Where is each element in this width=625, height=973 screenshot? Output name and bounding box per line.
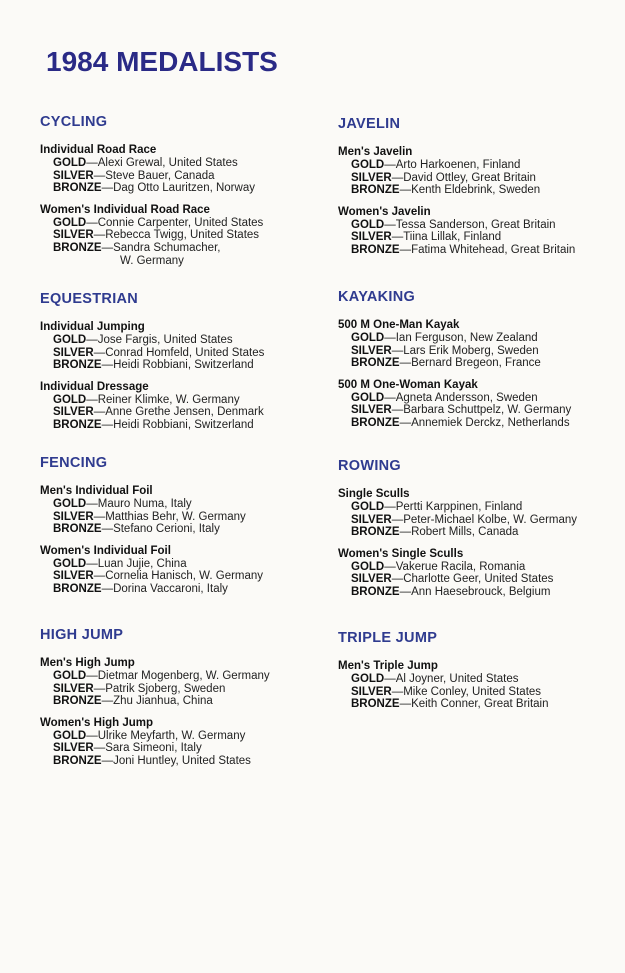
medal-label: BRONZE bbox=[351, 698, 400, 711]
medal-label: GOLD bbox=[351, 673, 385, 685]
medal-winner: Fatima Whitehead, Great Britain bbox=[411, 243, 576, 256]
medal-row bbox=[338, 345, 623, 358]
medal-label: SILVER bbox=[351, 231, 392, 244]
event-name: Men's Triple Jump bbox=[338, 660, 438, 672]
medal-label: GOLD bbox=[53, 498, 87, 510]
medal-label: SILVER bbox=[351, 404, 392, 417]
medal-row bbox=[338, 586, 623, 599]
em-dash: — bbox=[86, 157, 98, 169]
medal-winner-continuation: W. Germany bbox=[120, 254, 184, 267]
medal-winner: Alexi Grewal, United States bbox=[97, 157, 238, 169]
medal-row bbox=[40, 217, 320, 230]
medal-row bbox=[40, 523, 320, 536]
medal-winner: Rebecca Twigg, United States bbox=[105, 229, 260, 242]
medal-label: SILVER bbox=[351, 685, 392, 698]
medal-row bbox=[40, 558, 320, 571]
medal-label: GOLD bbox=[351, 332, 385, 344]
medal-winner: Pertti Karppinen, Finland bbox=[395, 501, 523, 513]
em-dash: — bbox=[101, 754, 114, 767]
em-dash: — bbox=[384, 391, 396, 404]
medal-row bbox=[338, 231, 623, 244]
event-name: 500 M One-Man Kayak bbox=[338, 319, 460, 331]
medal-label: SILVER bbox=[351, 573, 392, 586]
medal-label: BRONZE bbox=[53, 241, 102, 254]
medal-row bbox=[40, 334, 320, 347]
medal-row bbox=[40, 347, 320, 360]
medal-winner: Dag Otto Lauritzen, Norway bbox=[113, 182, 255, 195]
em-dash: — bbox=[399, 585, 412, 598]
section-equestrian bbox=[40, 291, 320, 441]
medal-label: BRONZE bbox=[53, 359, 102, 372]
medal-winner: Reiner Klimke, W. Germany bbox=[97, 393, 240, 406]
medal-row bbox=[338, 673, 623, 686]
medal-row bbox=[40, 406, 320, 419]
event-block bbox=[338, 379, 623, 430]
medal-label: SILVER bbox=[53, 742, 94, 755]
em-dash: — bbox=[384, 673, 396, 685]
medal-row bbox=[40, 695, 320, 708]
medal-label: GOLD bbox=[53, 729, 87, 742]
medal-label: GOLD bbox=[351, 391, 385, 404]
em-dash: — bbox=[93, 229, 106, 242]
medal-winner: Vakerue Racila, Romania bbox=[395, 560, 526, 573]
medal-label: BRONZE bbox=[351, 243, 400, 256]
medal-row bbox=[40, 157, 320, 170]
em-dash: — bbox=[391, 685, 404, 698]
medal-label: SILVER bbox=[351, 344, 392, 357]
medal-label: GOLD bbox=[351, 560, 385, 573]
medal-label: SILVER bbox=[53, 570, 94, 583]
section-title: CYCLING bbox=[40, 114, 108, 130]
section-title: JAVELIN bbox=[338, 116, 401, 132]
em-dash: — bbox=[391, 231, 404, 244]
medal-winner: Jose Fargis, United States bbox=[97, 334, 233, 346]
medal-winner: Agneta Andersson, Sweden bbox=[395, 391, 538, 404]
medal-label: GOLD bbox=[351, 501, 385, 513]
em-dash: — bbox=[399, 357, 412, 370]
em-dash: — bbox=[391, 573, 404, 586]
medal-winner: Kenth Eldebrink, Sweden bbox=[411, 184, 541, 197]
event-block bbox=[40, 204, 320, 267]
em-dash: — bbox=[93, 742, 106, 755]
event-block bbox=[40, 485, 320, 536]
event-block bbox=[338, 488, 623, 539]
medal-row bbox=[338, 417, 623, 430]
event-block bbox=[40, 717, 320, 768]
medal-row bbox=[40, 742, 320, 755]
medal-row bbox=[338, 172, 623, 185]
section-title: HIGH JUMP bbox=[40, 627, 124, 643]
em-dash: — bbox=[399, 698, 412, 711]
medal-label: GOLD bbox=[53, 334, 87, 346]
section-rowing bbox=[338, 458, 623, 608]
em-dash: — bbox=[399, 243, 412, 256]
medal-row bbox=[40, 730, 320, 743]
medal-row bbox=[40, 170, 320, 183]
section-title: TRIPLE JUMP bbox=[338, 630, 438, 646]
medal-label: SILVER bbox=[53, 169, 94, 182]
em-dash: — bbox=[391, 404, 404, 417]
medal-row bbox=[338, 573, 623, 586]
medal-winner: Keith Conner, Great Britain bbox=[411, 698, 549, 711]
medal-winner: Mike Conley, United States bbox=[403, 685, 542, 698]
medal-row bbox=[338, 686, 623, 699]
medal-winner: Tessa Sanderson, Great Britain bbox=[395, 218, 556, 231]
medal-label: BRONZE bbox=[53, 754, 102, 767]
medal-row bbox=[40, 394, 320, 407]
medal-winner: Al Joyner, United States bbox=[395, 673, 519, 685]
em-dash: — bbox=[399, 184, 412, 197]
em-dash: — bbox=[86, 670, 98, 682]
em-dash: — bbox=[384, 159, 396, 171]
medal-winner: Ian Ferguson, New Zealand bbox=[395, 332, 538, 344]
medal-winner: Tiina Lillak, Finland bbox=[403, 231, 502, 244]
em-dash: — bbox=[384, 501, 396, 513]
medal-row bbox=[40, 498, 320, 511]
event-block bbox=[338, 548, 623, 599]
medal-label: SILVER bbox=[53, 510, 94, 523]
medal-row bbox=[338, 392, 623, 405]
medal-winner: Charlotte Geer, United States bbox=[403, 573, 554, 586]
em-dash: — bbox=[101, 582, 114, 595]
medal-label: BRONZE bbox=[53, 182, 102, 195]
em-dash: — bbox=[101, 418, 114, 431]
medal-winner: Cornelia Hanisch, W. Germany bbox=[105, 570, 264, 583]
medal-winner: Sandra Schumacher, bbox=[113, 241, 221, 254]
medal-label: BRONZE bbox=[53, 695, 102, 708]
em-dash: — bbox=[384, 218, 396, 231]
page-title: 1984 MEDALISTS bbox=[46, 46, 278, 77]
medal-label: GOLD bbox=[53, 557, 87, 570]
medal-winner: Anne Grethe Jensen, Denmark bbox=[105, 406, 264, 419]
medal-row bbox=[338, 526, 623, 539]
medal-label: GOLD bbox=[351, 218, 385, 231]
em-dash: — bbox=[93, 406, 106, 419]
medal-row bbox=[40, 182, 320, 195]
medal-row bbox=[40, 242, 320, 255]
medal-row bbox=[40, 755, 320, 768]
event-block bbox=[40, 144, 320, 195]
event-block bbox=[338, 319, 623, 370]
em-dash: — bbox=[399, 526, 412, 539]
medal-winner: Conrad Homfeld, United States bbox=[105, 346, 265, 359]
medal-row bbox=[338, 184, 623, 197]
medal-winner: David Ottley, Great Britain bbox=[403, 171, 536, 184]
em-dash: — bbox=[86, 393, 98, 406]
medal-label: BRONZE bbox=[351, 526, 400, 539]
event-block bbox=[338, 660, 623, 711]
em-dash: — bbox=[86, 216, 98, 229]
medal-label: GOLD bbox=[53, 157, 87, 169]
em-dash: — bbox=[101, 359, 114, 372]
medal-winner: Sara Simeoni, Italy bbox=[105, 742, 202, 755]
event-name: Women's Javelin bbox=[338, 205, 431, 218]
event-name: Women's Individual Foil bbox=[40, 544, 171, 557]
medal-label: GOLD bbox=[53, 670, 87, 682]
medal-winner: Matthias Behr, W. Germany bbox=[105, 510, 246, 523]
medal-winner: Luan Jujie, China bbox=[97, 557, 187, 570]
event-name: Men's Javelin bbox=[338, 146, 413, 158]
medal-winner: Lars Erik Moberg, Sweden bbox=[403, 344, 539, 357]
medal-label: BRONZE bbox=[351, 585, 400, 598]
em-dash: — bbox=[93, 510, 106, 523]
event-name: Women's High Jump bbox=[40, 716, 154, 729]
medal-winner: Bernard Bregeon, France bbox=[411, 357, 541, 370]
medal-winner: Arto Harkoenen, Finland bbox=[395, 159, 521, 171]
medal-label: BRONZE bbox=[53, 418, 102, 431]
medal-label: BRONZE bbox=[53, 523, 102, 536]
medal-winner: Annemiek Derckz, Netherlands bbox=[411, 416, 570, 429]
section-high-jump bbox=[40, 627, 320, 777]
event-name: Men's High Jump bbox=[40, 657, 135, 669]
medal-winner: Barbara Schuttpelz, W. Germany bbox=[403, 404, 572, 417]
medal-row bbox=[40, 229, 320, 242]
medal-winner: Peter-Michael Kolbe, W. Germany bbox=[403, 513, 578, 526]
medal-row bbox=[338, 219, 623, 232]
event-block bbox=[40, 545, 320, 596]
medal-row bbox=[338, 561, 623, 574]
medal-winner: Joni Huntley, United States bbox=[113, 754, 251, 767]
em-dash: — bbox=[384, 560, 396, 573]
medal-winner: Mauro Numa, Italy bbox=[97, 498, 192, 510]
medal-label: BRONZE bbox=[351, 357, 400, 370]
medal-winner: Stefano Cerioni, Italy bbox=[113, 523, 220, 536]
event-name: Individual Road Race bbox=[40, 144, 157, 156]
section-fencing bbox=[40, 455, 320, 605]
section-cycling bbox=[40, 114, 320, 276]
medal-row bbox=[338, 357, 623, 370]
em-dash: — bbox=[391, 344, 404, 357]
event-block bbox=[338, 146, 623, 197]
medal-row bbox=[338, 159, 623, 172]
em-dash: — bbox=[101, 241, 114, 254]
medal-label: SILVER bbox=[53, 229, 94, 242]
em-dash: — bbox=[101, 182, 114, 195]
medal-row bbox=[40, 419, 320, 432]
section-title: KAYAKING bbox=[338, 289, 416, 305]
event-name: Individual Jumping bbox=[40, 321, 145, 333]
em-dash: — bbox=[384, 332, 396, 344]
medal-row bbox=[40, 670, 320, 683]
section-triple-jump bbox=[338, 630, 623, 720]
event-name: Women's Individual Road Race bbox=[40, 203, 210, 216]
em-dash: — bbox=[93, 682, 106, 695]
em-dash: — bbox=[399, 416, 412, 429]
medal-label: SILVER bbox=[351, 513, 392, 526]
em-dash: — bbox=[86, 498, 98, 510]
medal-label: SILVER bbox=[53, 682, 94, 695]
em-dash: — bbox=[93, 570, 106, 583]
event-block bbox=[40, 321, 320, 372]
medal-winner: Patrik Sjoberg, Sweden bbox=[105, 682, 226, 695]
medal-winner: Ann Haesebrouck, Belgium bbox=[411, 585, 551, 598]
section-title: FENCING bbox=[40, 455, 108, 471]
em-dash: — bbox=[86, 557, 98, 570]
medal-winner: Dietmar Mogenberg, W. Germany bbox=[97, 670, 270, 682]
medal-label: GOLD bbox=[351, 159, 385, 171]
medal-row bbox=[40, 583, 320, 596]
event-name: Single Sculls bbox=[338, 488, 410, 500]
section-kayaking bbox=[338, 289, 623, 439]
event-name: Men's Individual Foil bbox=[40, 485, 153, 497]
event-block bbox=[338, 206, 623, 257]
medal-winner: Heidi Robbiani, Switzerland bbox=[113, 418, 254, 431]
medal-label: GOLD bbox=[53, 216, 87, 229]
medal-row bbox=[338, 332, 623, 345]
medal-label: SILVER bbox=[53, 346, 94, 359]
medal-winner: Zhu Jianhua, China bbox=[113, 695, 213, 708]
medal-winner: Connie Carpenter, United States bbox=[97, 216, 264, 229]
medal-label: SILVER bbox=[351, 171, 392, 184]
event-name: 500 M One-Woman Kayak bbox=[338, 378, 478, 391]
section-title: EQUESTRIAN bbox=[40, 291, 139, 307]
medal-row bbox=[40, 511, 320, 524]
medal-winner: Steve Bauer, Canada bbox=[105, 169, 215, 182]
event-block bbox=[40, 657, 320, 708]
em-dash: — bbox=[391, 513, 404, 526]
em-dash: — bbox=[86, 729, 98, 742]
medal-row bbox=[338, 501, 623, 514]
medal-row bbox=[40, 570, 320, 583]
medal-row bbox=[40, 359, 320, 372]
em-dash: — bbox=[101, 695, 114, 708]
medal-label: BRONZE bbox=[351, 416, 400, 429]
medal-row bbox=[338, 244, 623, 257]
medal-winner: Robert Mills, Canada bbox=[411, 526, 519, 539]
medal-label: BRONZE bbox=[351, 184, 400, 197]
em-dash: — bbox=[101, 523, 114, 536]
medal-winner: Dorina Vaccaroni, Italy bbox=[113, 582, 228, 595]
em-dash: — bbox=[86, 334, 98, 346]
medal-label: SILVER bbox=[53, 406, 94, 419]
event-block bbox=[40, 381, 320, 432]
medal-row bbox=[338, 514, 623, 527]
em-dash: — bbox=[93, 169, 106, 182]
medal-row bbox=[40, 683, 320, 696]
medal-row bbox=[338, 404, 623, 417]
medal-row bbox=[338, 698, 623, 711]
em-dash: — bbox=[93, 346, 106, 359]
medal-label: BRONZE bbox=[53, 582, 102, 595]
section-javelin bbox=[338, 116, 623, 266]
section-title: ROWING bbox=[338, 458, 402, 474]
event-name: Women's Single Sculls bbox=[338, 547, 464, 560]
em-dash: — bbox=[391, 171, 404, 184]
medal-winner: Heidi Robbiani, Switzerland bbox=[113, 359, 254, 372]
medal-winner: Ulrike Meyfarth, W. Germany bbox=[97, 729, 246, 742]
medal-label: GOLD bbox=[53, 393, 87, 406]
event-name: Individual Dressage bbox=[40, 380, 149, 393]
